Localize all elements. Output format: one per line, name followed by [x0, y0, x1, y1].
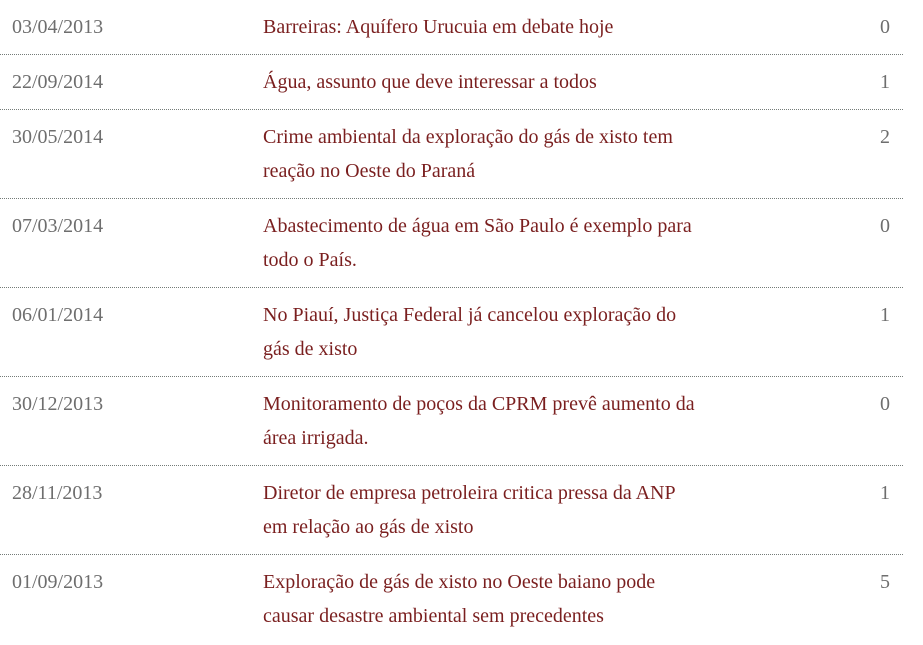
article-title-cell: [263, 476, 701, 544]
article-title-cell: [263, 209, 701, 277]
article-row: [0, 0, 903, 54]
article-date: 01/09/2013: [12, 571, 104, 593]
article-title-link[interactable]: No Piauí, Justiça Federal já cancelou exploração do gás de xisto: [263, 304, 677, 360]
article-title-cell: [263, 10, 701, 44]
article-title-link[interactable]: Diretor de empresa petroleira critica pressa da ANP em relação ao gás de xisto: [263, 482, 675, 538]
article-title-cell: [263, 298, 701, 366]
article-title-link[interactable]: Barreiras: Aquífero Urucuia em debate hoje: [263, 16, 614, 38]
article-date: 30/05/2014: [12, 126, 104, 148]
article-comment-count: 5: [880, 571, 890, 593]
article-date: 07/03/2014: [12, 215, 104, 237]
article-title-link[interactable]: Abastecimento de água em São Paulo é exemplo para todo o País.: [263, 215, 692, 271]
article-comment-count: 0: [880, 215, 890, 237]
article-title-cell: [263, 120, 701, 188]
article-date: 22/09/2014: [12, 71, 104, 93]
article-row: [0, 54, 903, 109]
article-comment-count: 0: [880, 16, 890, 38]
article-date: 28/11/2013: [12, 482, 103, 504]
article-comment-count: 0: [880, 393, 890, 415]
article-date: 06/01/2014: [12, 304, 104, 326]
article-row: [0, 554, 903, 643]
article-title-link[interactable]: Crime ambiental da exploração do gás de xisto tem reação no Oeste do Paraná: [263, 126, 673, 182]
article-title-link[interactable]: Monitoramento de poços da CPRM prevê aumento da área irrigada.: [263, 393, 695, 449]
article-title-link[interactable]: Água, assunto que deve interessar a todos: [263, 71, 597, 93]
article-row: [0, 465, 903, 554]
article-row: [0, 198, 903, 287]
article-title-cell: [263, 65, 701, 99]
article-comment-count: 2: [880, 126, 890, 148]
article-row: [0, 109, 903, 198]
article-date: 03/04/2013: [12, 16, 104, 38]
article-row: [0, 376, 903, 465]
article-title-link[interactable]: Exploração de gás de xisto no Oeste baiano pode causar desastre ambiental sem precedentes: [263, 571, 656, 627]
article-row: [0, 287, 903, 376]
article-comment-count: 1: [880, 304, 890, 326]
article-title-cell: [263, 387, 701, 455]
article-comment-count: 1: [880, 482, 890, 504]
article-date: 30/12/2013: [12, 393, 104, 415]
article-title-cell: [263, 565, 701, 633]
article-comment-count: 1: [880, 71, 890, 93]
